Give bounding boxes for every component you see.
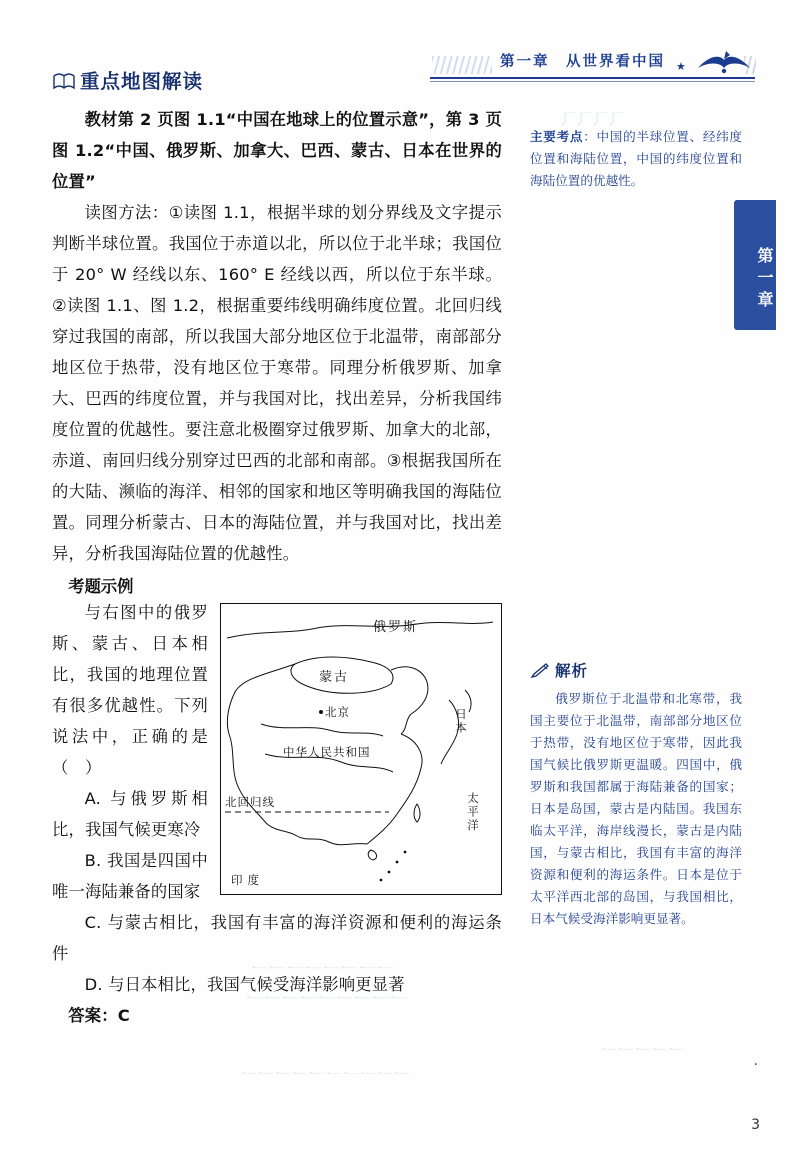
map-label-russia: 俄罗斯 xyxy=(373,620,419,635)
map-label-china: 中华人民共和国 xyxy=(283,745,371,759)
map-label-mongolia: 蒙古 xyxy=(319,670,350,685)
star-icon: ★ xyxy=(676,60,686,73)
book-emblem-icon xyxy=(694,46,754,76)
showthrough-text: ⺄⺄⺄⺄ xyxy=(560,110,625,128)
reading-method-paragraph: 读图方法：①读图 1.1，根据半球的划分界线及文字提示判断半球位置。我国位于赤道以北，所以位于北半球；我国位于 20° W 经线以东、160° E 经线以西，所以位于东半球。②读图 1.1、图 1.2，根据重要纬线明确纬度位置。北回归线穿过我国的南部，所以我国大部分地区位于北温带，南部部分地区位于热带，没有地区位于寒带。同理分析俄罗斯、加拿大、巴西的纬度位置，并与我国对比，找出差异，分析我国纬度位置的优越性。要注意北极圈穿过俄罗斯、加拿大的北部，赤道、南回归线分别穿过巴西的北部和南部。③根据我国所在的大陆、濒临的海洋、相邻的国家和地区等明确我国的海陆位置。同理分析蒙古、日本的海陆位置，并与我国对比，找出差异，分析我国海陆位置的优越性。 xyxy=(52,203,502,563)
period-mark: · xyxy=(753,1057,758,1073)
main-column xyxy=(52,66,502,1031)
map-label-japan: 日本 xyxy=(454,708,468,735)
textbook-reference-paragraph: 教材第 2 页图 1.1“中国在地球上的位置示意”，第 3 页图 1.2“中国、俄罗斯、加拿大、巴西、蒙古、日本在世界的位置” xyxy=(52,110,502,191)
section-title-label: 重点地图解读 xyxy=(80,70,204,93)
showthrough-text: ⼀⼀⼀⼀⼀⼀⼀⼀⼀ xyxy=(245,990,407,1010)
option-a: A. 与俄罗斯相比，我国气候更寒冷 xyxy=(52,789,208,839)
page-header xyxy=(0,22,790,73)
showthrough-text: ⼀⼀⼀⼀⼀⼀⼀⼀ xyxy=(250,960,394,980)
section-heading xyxy=(52,66,502,94)
map-label-pacific: 太平洋 xyxy=(466,792,480,833)
side-note-keypoints xyxy=(530,126,742,192)
analysis-title: 解析 xyxy=(555,662,589,680)
showthrough-text: ⼀⼀⼀⼀⼀ xyxy=(600,1041,686,1060)
open-book-icon xyxy=(52,71,74,89)
analysis-text: 俄罗斯位于北温带和北寒带，我国主要位于北温带，南部部分地区位于热带，没有地区位于寒带，因此我国气候比俄罗斯更温暖。四国中，俄罗斯和我国都属于海陆兼备的国家；日本是岛国，蒙古是内陆国。我国东临太平洋，海岸线漫长，蒙古是内陆国，与蒙古相比，我国有丰富的海洋资源和便利的海运条件。日本是位于太平洋西北部的岛国，与我国相比，日本气候受海洋影响更显著。 xyxy=(530,691,742,926)
pen-icon xyxy=(530,663,550,679)
map-label-beijing: 北京 xyxy=(325,705,350,719)
analysis-heading xyxy=(530,660,742,682)
showthrough-text: ⼀⼀⼀⼀⼀⼀⼀⼀⼀⼀ xyxy=(240,1065,411,1084)
question-stem: 与右图中的俄罗斯、蒙古、日本相比，我国的地理位置有很多优越性。下列说法中，正确的是（ ） xyxy=(52,603,208,777)
answer-line: 答案：C xyxy=(68,1006,130,1025)
option-d: D. 与日本相比，我国气候受海洋影响更显著 xyxy=(84,975,405,994)
side-note-text: ：中国的半球位置、经纬度位置和海陆位置，中国的纬度位置和海陆位置的优越性。 xyxy=(530,129,743,188)
chapter-tab xyxy=(734,200,776,330)
option-b: B. 我国是四国中唯一海陆兼备的国家 xyxy=(52,851,208,901)
side-analysis xyxy=(530,660,742,930)
chapter-tab-label: 第一章 xyxy=(755,247,774,313)
map-label-tropic: 北回归线 xyxy=(225,795,275,809)
map-label-india: 印度 xyxy=(231,873,264,887)
china-neighbours-map xyxy=(220,603,502,895)
capital-dot-icon xyxy=(319,710,323,714)
exam-example-label: 考题示例 xyxy=(68,577,134,596)
side-note-label: 主要考点 xyxy=(530,129,584,144)
header-chapter-title: 第一章 从世界看中国 xyxy=(500,54,665,70)
page-number: 3 xyxy=(751,1117,760,1133)
option-c: C. 与蒙古相比，我国有丰富的海洋资源和便利的海运条件 xyxy=(52,913,502,963)
question-block xyxy=(52,597,502,1031)
